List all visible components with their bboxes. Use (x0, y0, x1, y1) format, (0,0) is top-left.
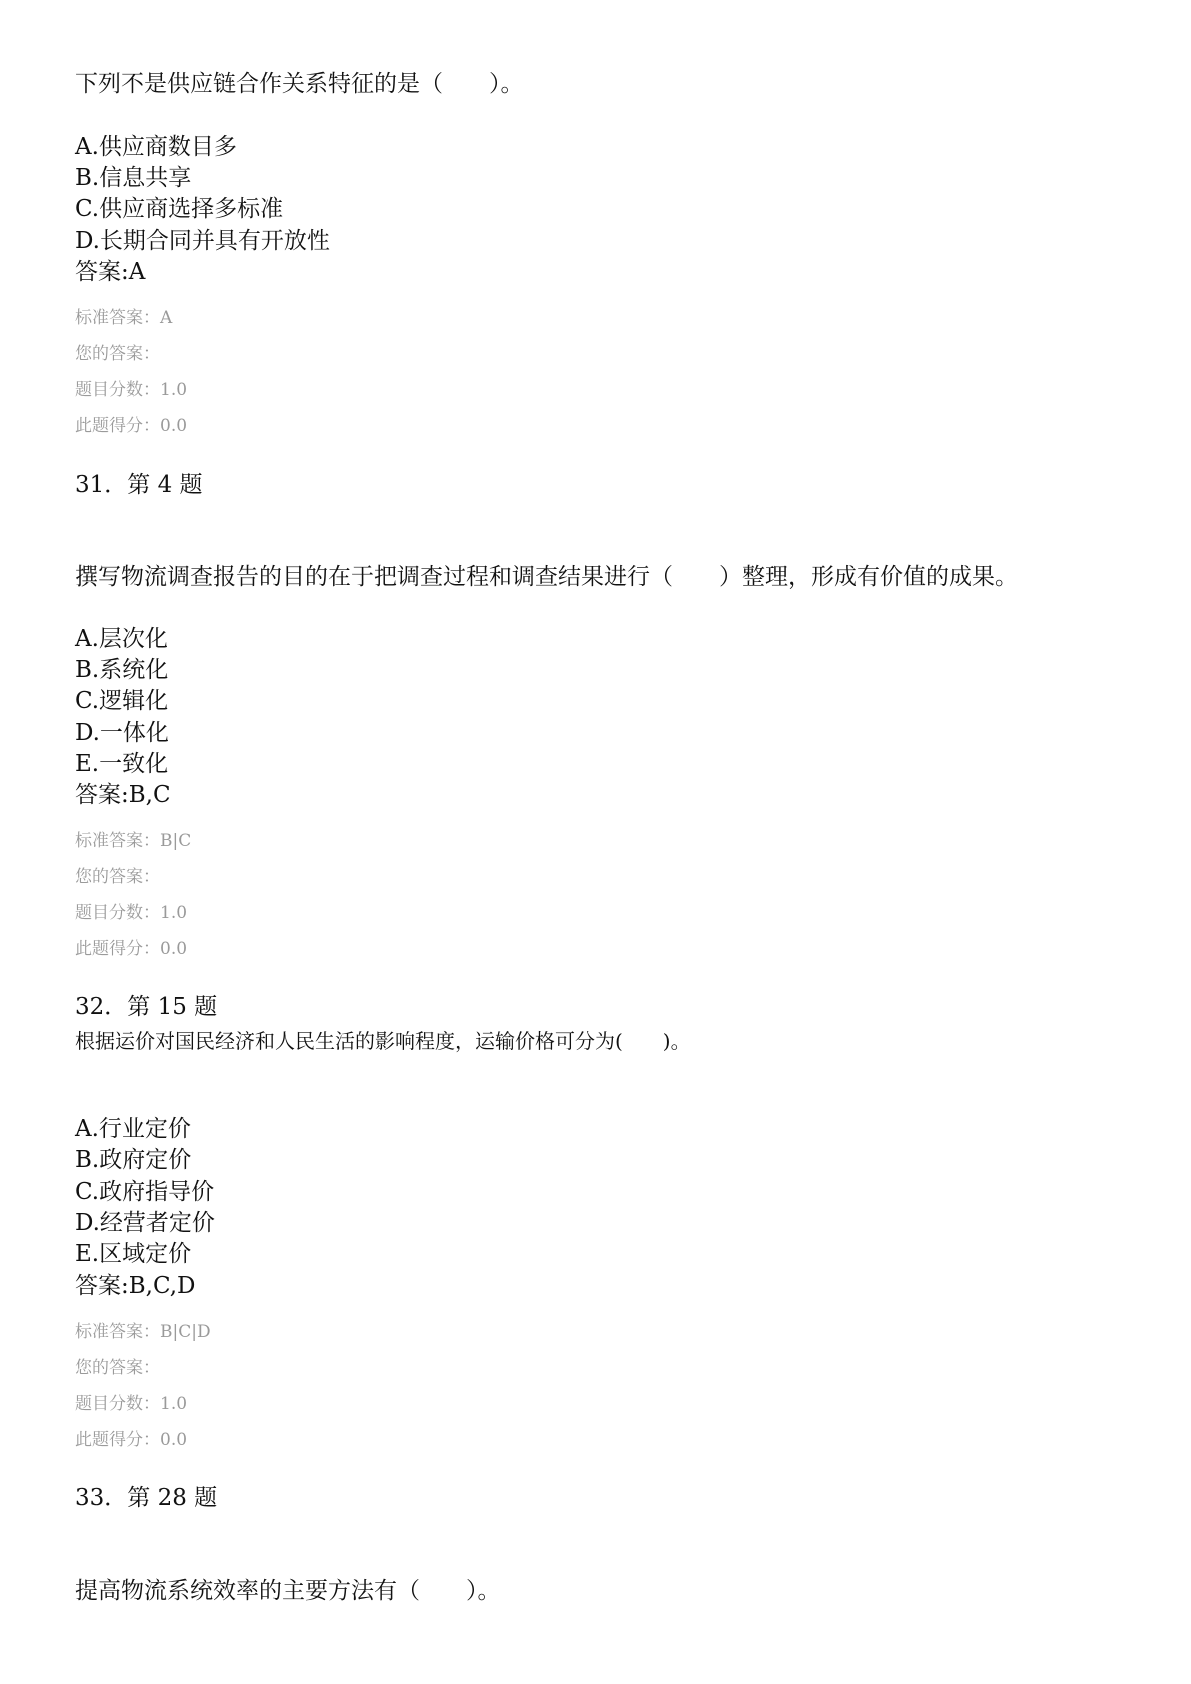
option-d: D.经营者定价 (75, 1210, 215, 1236)
question-heading: 31．第 4 题 (75, 472, 203, 498)
option-a: A.供应商数目多 (75, 134, 237, 160)
standard-answer: 标准答案：B|C (75, 831, 192, 851)
option-d: D.一体化 (75, 720, 169, 746)
your-answer: 您的答案： (75, 1358, 160, 1378)
option-e: E.区域定价 (75, 1241, 192, 1267)
question-text: 提高物流系统效率的主要方法有（ ）。 (75, 1578, 501, 1604)
question-heading: 32．第 15 题 (75, 994, 218, 1020)
question-score: 题目分数：1.0 (75, 903, 188, 923)
option-e: E.一致化 (75, 751, 169, 777)
your-answer: 您的答案： (75, 867, 160, 887)
option-c: C.逻辑化 (75, 688, 169, 714)
option-b: B.系统化 (75, 657, 169, 683)
question-score: 题目分数：1.0 (75, 1394, 188, 1414)
question-text: 撰写物流调查报告的目的在于把调查过程和调查结果进行（ ）整理，形成有价值的成果。 (75, 564, 1018, 590)
option-a: A.层次化 (75, 626, 168, 652)
earned-score: 此题得分：0.0 (75, 416, 188, 436)
standard-answer: 标准答案：B|C|D (75, 1322, 211, 1342)
earned-score: 此题得分：0.0 (75, 1430, 188, 1450)
option-d: D.长期合同并具有开放性 (75, 228, 330, 254)
option-c: C.政府指导价 (75, 1179, 215, 1205)
question-text: 下列不是供应链合作关系特征的是（ ）。 (75, 71, 524, 97)
answer-line: 答案:B,C (75, 782, 171, 808)
earned-score: 此题得分：0.0 (75, 939, 188, 959)
option-c: C.供应商选择多标准 (75, 196, 284, 222)
question-text: 根据运价对国民经济和人民生活的影响程度，运输价格可分为( )。 (75, 1029, 691, 1053)
question-score: 题目分数：1.0 (75, 380, 188, 400)
question-heading: 33．第 28 题 (75, 1485, 218, 1511)
option-a: A.行业定价 (75, 1116, 191, 1142)
standard-answer: 标准答案：A (75, 308, 173, 328)
answer-line: 答案:B,C,D (75, 1273, 196, 1299)
option-b: B.政府定价 (75, 1147, 192, 1173)
answer-line: 答案:A (75, 259, 146, 285)
option-b: B.信息共享 (75, 165, 192, 191)
your-answer: 您的答案： (75, 344, 160, 364)
